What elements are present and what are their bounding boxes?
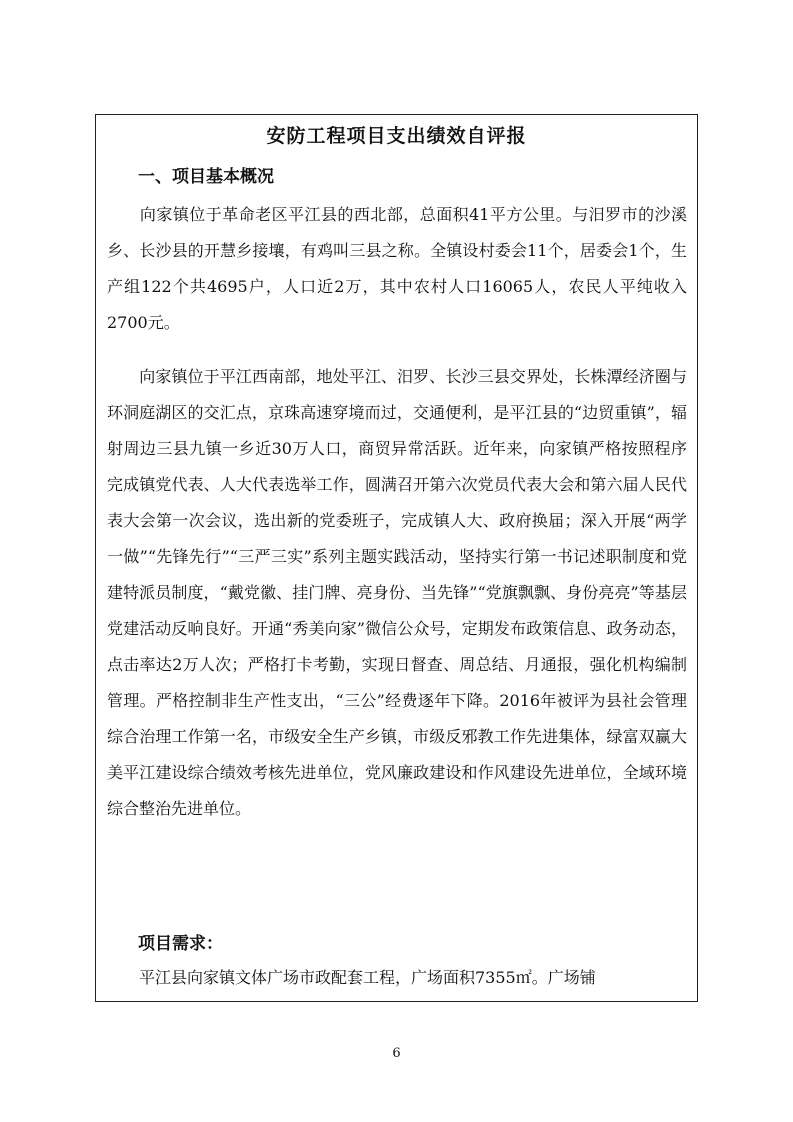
page-number: 6 xyxy=(392,1046,401,1061)
section-heading-overview: 一、项目基本概况 xyxy=(138,167,274,187)
paragraph-town-development: 向家镇位于平江西南部，地处平江、汨罗、长沙三县交界处，长株潭经济圈与环洞庭湖区的交汇点，京珠高速穿境而过，交通便利，是平江县的“边贸重镇”，辐射周边三县九镇一乡近30万人口，商贸异常活跃。近年来，向家镇严格按照程序完成镇党代表、人大代表选举工作，圆满召开第六次党员代表大会和第六届人民代表大会第一次会议，选出新的党委班子，完成镇人大、政府换届；深入开展“两学一做”“先锋先行”“三严三实”系列主题实践活动，坚持实行第一书记述职制度和党建特派员制度，“戴党徽、挂门牌、亮身份、当先锋”“党旗飘飘、身份亮亮”等基层党建活动反响良好。开通“秀美向家”微信公众号，定期发布政策信息、政务动态，点击率达2万人次；严格打卡考勤，实现日督查、周总结、月通报，强化机构编制管理。严格控制非生产性支出，“三公”经费逐年下降。2016年被评为县社会管理综合治理工作第一名，市级安全生产乡镇，市级反邪教工作先进集体，绿富双赢大美平江建设综合绩效考核先进单位，党风廉政建设和作风建设先进单位，全域环境综合整治先进单位。 xyxy=(107,367,687,818)
document-title: 安防工程项目支出绩效自评报 xyxy=(266,125,527,147)
paragraph-town-overview: 向家镇位于革命老区平江县的西北部，总面积41平方公里。与汨罗市的沙溪乡、长沙县的开慧乡接壤，有鸡叫三县之称。全镇设村委会11个，居委会1个，生产组122个共4695户，人口近2万，其中农村人口16065人，农民人平纯收入2700元。 xyxy=(107,205,687,332)
section-heading-requirements: 项目需求： xyxy=(138,934,223,954)
paragraph-project-requirements: 平江县向家镇文体广场市政配套工程，广场面积7355㎡。广场铺 xyxy=(107,968,596,987)
